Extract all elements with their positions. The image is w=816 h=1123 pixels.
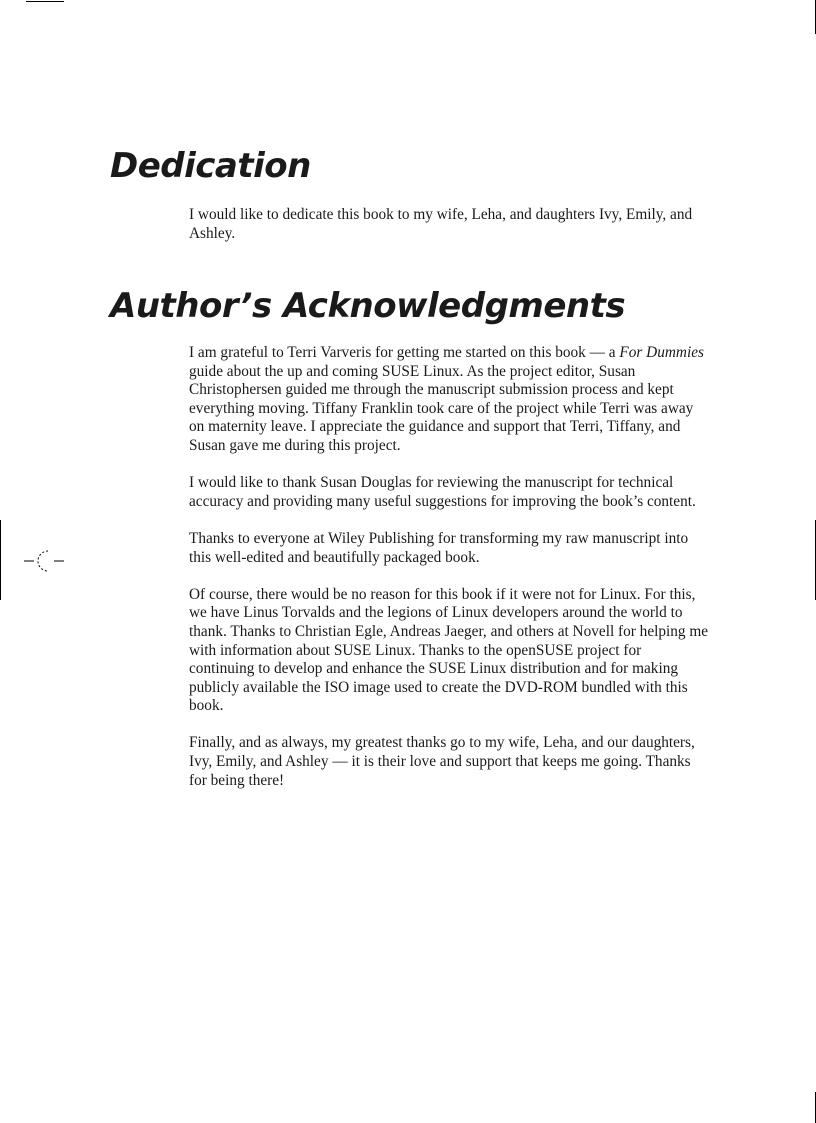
acknowledgments-paragraph-3: Thanks to everyone at Wiley Publishing for transforming my raw manuscript into this well-edited and beautifully packaged book. (189, 529, 689, 566)
dedication-section (189, 206, 709, 262)
dedication-paragraph: I would like to dedicate this book to my wife, Leha, and daughters Ivy, Emily, and Ashley. (189, 206, 693, 242)
crop-mark-left-middle (0, 520, 1, 600)
p1-text-before: I am grateful to Terri Varveris for getting me started on this book — a (189, 344, 620, 361)
acknowledgments-paragraph-2: I would like to thank Susan Douglas for reviewing the manuscript for technical accuracy and providing many useful suggestions for improving the book’s content. (189, 474, 696, 510)
acknowledgments-paragraph-5: Finally, and as always, my greatest thanks go to my wife, Leha, and our daughters, Ivy, Emily, and Ashley — it is their love and support that keeps me going. Thanks for being there! (189, 734, 695, 789)
crop-mark-top (26, 1, 64, 2)
acknowledgments-heading: Author’s Acknowledgments (110, 286, 626, 326)
registration-mark-icon (22, 548, 66, 574)
acknowledgments-section (189, 344, 709, 809)
acknowledgments-paragraph-1 (189, 344, 709, 456)
p1-text-after: guide about the up and coming SUSE Linux. As the project editor, Susan Christophersen guided me through the manuscript submission process and kept everything moving. Tiffany Franklin took care of the project while Terri was away on maternity leave. I appreciate the guidance and support that Terri, Tiffany, and Susan gave me during this project. (189, 362, 694, 454)
dedication-heading: Dedication (110, 146, 311, 186)
p1-book-series-title: For Dummies (619, 344, 704, 361)
acknowledgments-paragraph-4: Of course, there would be no reason for this book if it were not for Linux. For this, we have Linus Torvalds and the legions of Linux developers around the world to thank. Thanks to Christian Egle, Andreas Jaeger, and others at Novell for helping me with information about SUSE Linux. Thanks to the openSUSE project for continuing to develop and enhance the SUSE Linux distribution and for making publicly available the ISO image used to create the DVD-ROM bundled with this book. (189, 585, 709, 715)
